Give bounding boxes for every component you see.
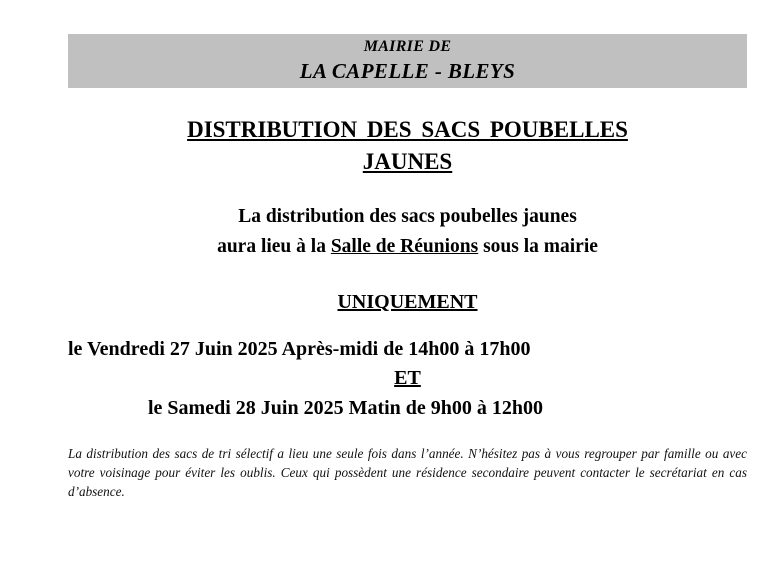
page-title (68, 114, 747, 178)
info-note: La distribution des sacs de tri sélectif a lieu une seule fois dans l’année. N’hésitez pas à vous regrouper par famille ou avec votre voisinage pour éviter les oublis. Ceux qui possèdent une résidence secondaire peuvent contacter le secrétariat en cas d’absence. (68, 446, 747, 499)
lead-paragraph (68, 202, 747, 262)
lead-line-2-end: sous la mairie (478, 236, 598, 257)
schedule-connector: ET (394, 367, 421, 389)
title-line-1: DISTRIBUTION DES SACS POUBELLES (187, 117, 628, 142)
lead-line-1: La distribution des sacs poubelles jaunes (238, 206, 577, 227)
header-band (68, 34, 747, 88)
header-commune-name: LA CAPELLE - BLEYS (299, 59, 516, 83)
schedule-date-2: le Samedi 28 Juin 2025 Matin de 9h00 à 12h00 (148, 397, 544, 419)
header-mairie-label: MAIRIE DE (363, 38, 452, 55)
lead-line-2-start: aura lieu à la (217, 236, 331, 257)
uniquement-heading: UNIQUEMENT (337, 291, 478, 313)
schedule-date-1: le Vendredi 27 Juin 2025 Après-midi de 14h00 à 17h00 (68, 338, 531, 360)
venue-name: Salle de Réunions (330, 236, 479, 257)
title-line-2: JAUNES (362, 149, 453, 174)
